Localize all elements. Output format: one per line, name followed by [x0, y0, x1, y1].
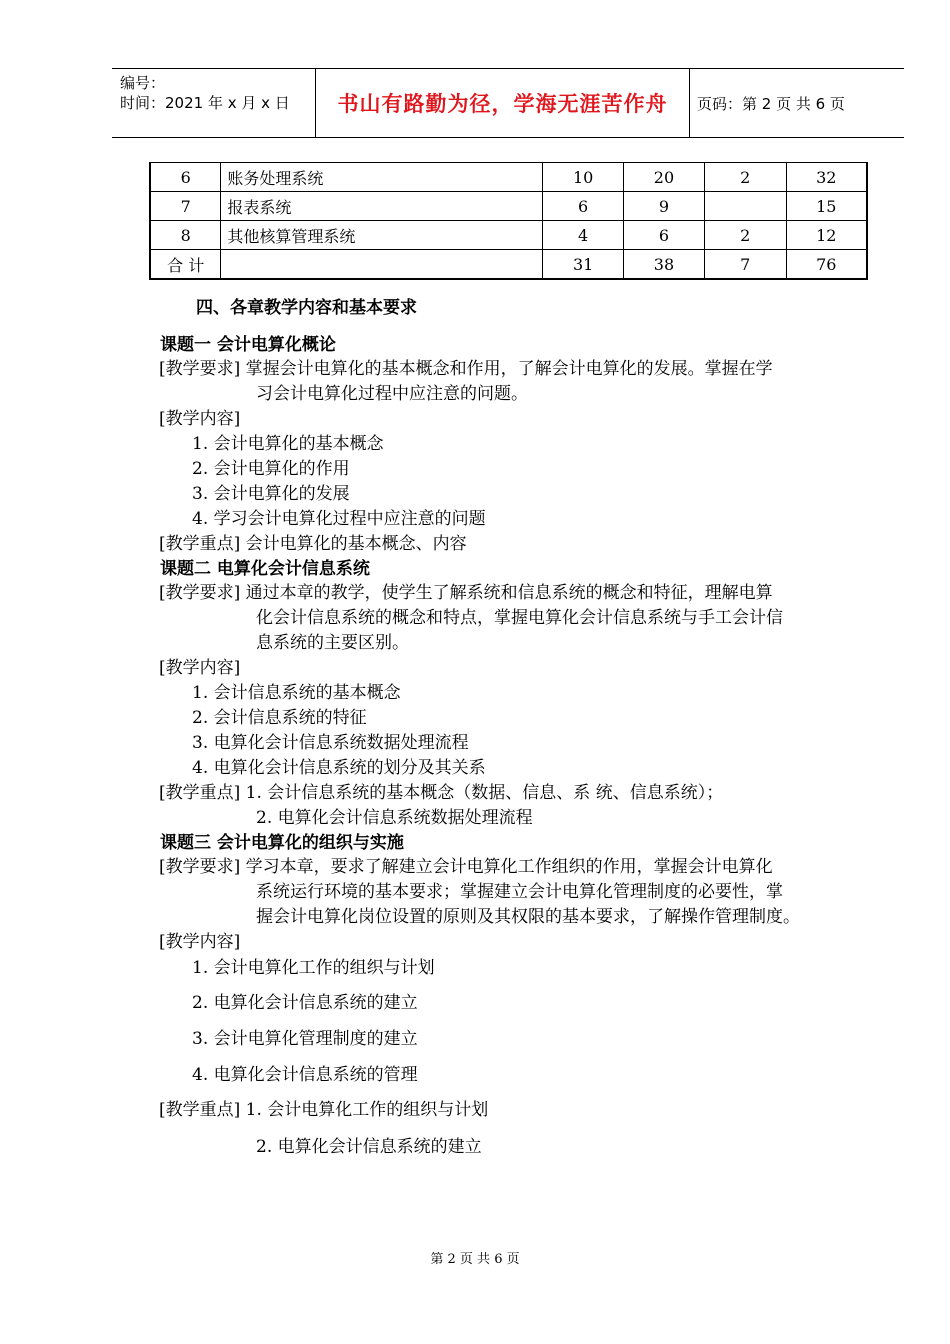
- topic3-key-points: [教学重点] 1. 会计电算化工作的组织与计划: [159, 1100, 489, 1120]
- table-row: [150, 163, 867, 192]
- cell-b: 20: [624, 163, 705, 192]
- topic1-requirements: [教学要求] 掌握会计电算化的基本概念和作用，了解会计电算化的发展。掌握在学: [159, 359, 773, 379]
- cell-a: 31: [543, 250, 624, 280]
- cell-a: 10: [543, 163, 624, 192]
- topic2-title: 课题二 电算化会计信息系统: [160, 559, 370, 579]
- topic2-requirements-cont: 化会计信息系统的概念和特点，掌握电算化会计信息系统与手工会计信: [256, 608, 783, 628]
- topic3-key-points-cont: 2. 电算化会计信息系统的建立: [256, 1137, 482, 1157]
- topic3-requirements-cont: 握会计电算化岗位设置的原则及其权限的基本要求，了解操作管理制度。: [256, 907, 800, 927]
- cell-total: 15: [786, 192, 867, 221]
- list-item: 4. 电算化会计信息系统的划分及其关系: [192, 758, 486, 778]
- topic2-requirements-cont: 息系统的主要区别。: [256, 633, 409, 653]
- topic2-key-points-cont: 2. 电算化会计信息系统数据处理流程: [256, 808, 533, 828]
- cell-c: 2: [704, 221, 786, 250]
- list-item: 4. 学习会计电算化过程中应注意的问题: [192, 509, 486, 529]
- cell-c: 7: [704, 250, 786, 280]
- list-item: 2. 会计电算化的作用: [192, 459, 350, 479]
- list-item: 1. 会计电算化工作的组织与计划: [192, 958, 435, 978]
- topic1-content-label: [教学内容]: [159, 409, 241, 429]
- cell-total: 76: [786, 250, 867, 280]
- table-row: [150, 192, 867, 221]
- cell-name: [221, 250, 543, 280]
- cell-name: 账务处理系统: [221, 163, 543, 192]
- topic1-requirements-cont: 习会计电算化过程中应注意的问题。: [256, 384, 528, 404]
- list-item: 1. 会计信息系统的基本概念: [192, 683, 401, 703]
- cell-no: 8: [150, 221, 221, 250]
- page-footer: 第 2 页 共 6 页: [430, 1252, 520, 1267]
- cell-no: 6: [150, 163, 221, 192]
- number-label: 编号：: [120, 74, 166, 92]
- topic2-requirements: [教学要求] 通过本章的教学，使学生了解系统和信息系统的概念和特征，理解电算: [159, 583, 773, 603]
- cell-c: [704, 192, 786, 221]
- cell-total: 32: [786, 163, 867, 192]
- cell-no: 7: [150, 192, 221, 221]
- cell-name: 报表系统: [221, 192, 543, 221]
- table-total-row: [150, 250, 867, 280]
- cell-a: 4: [543, 221, 624, 250]
- topic3-title: 课题三 会计电算化的组织与实施: [160, 833, 404, 853]
- topic1-title: 课题一 会计电算化概论: [160, 335, 336, 355]
- cell-c: 2: [704, 163, 786, 192]
- topic3-requirements: [教学要求] 学习本章，要求了解建立会计电算化工作组织的作用，掌握会计电算化: [159, 857, 773, 877]
- list-item: 2. 电算化会计信息系统的建立: [192, 993, 418, 1013]
- cell-name: 其他核算管理系统: [221, 221, 543, 250]
- list-item: 3. 会计电算化管理制度的建立: [192, 1029, 418, 1049]
- time-label: 时间：2021 年 x 月 x 日: [120, 94, 290, 112]
- list-item: 2. 会计信息系统的特征: [192, 708, 367, 728]
- header-divider: [689, 69, 690, 137]
- cell-b: 38: [624, 250, 705, 280]
- cell-b: 6: [624, 221, 705, 250]
- hours-table: [149, 162, 868, 280]
- cell-b: 9: [624, 192, 705, 221]
- cell-total: 12: [786, 221, 867, 250]
- header-motto: 书山有路勤为径，学海无涯苦作舟: [337, 92, 668, 116]
- topic2-content-label: [教学内容]: [159, 658, 241, 678]
- cell-no: 合 计: [150, 250, 221, 280]
- header-meta: [120, 73, 290, 113]
- page-header: [112, 68, 904, 138]
- list-item: 3. 电算化会计信息系统数据处理流程: [192, 733, 469, 753]
- topic1-key-points: [教学重点] 会计电算化的基本概念、内容: [159, 534, 467, 554]
- cell-a: 6: [543, 192, 624, 221]
- list-item: 3. 会计电算化的发展: [192, 484, 350, 504]
- header-page-label: 页码：第 2 页 共 6 页: [697, 95, 845, 113]
- list-item: 1. 会计电算化的基本概念: [192, 434, 384, 454]
- topic2-key-points: [教学重点] 1. 会计信息系统的基本概念（数据、信息、系 统、信息系统）；: [159, 783, 724, 803]
- list-item: 4. 电算化会计信息系统的管理: [192, 1065, 418, 1085]
- section-title: 四、各章教学内容和基本要求: [196, 298, 417, 318]
- topic3-requirements-cont: 系统运行环境的基本要求；掌握建立会计电算化管理制度的必要性，掌: [256, 882, 783, 902]
- topic3-content-label: [教学内容]: [159, 932, 241, 952]
- table-row: [150, 221, 867, 250]
